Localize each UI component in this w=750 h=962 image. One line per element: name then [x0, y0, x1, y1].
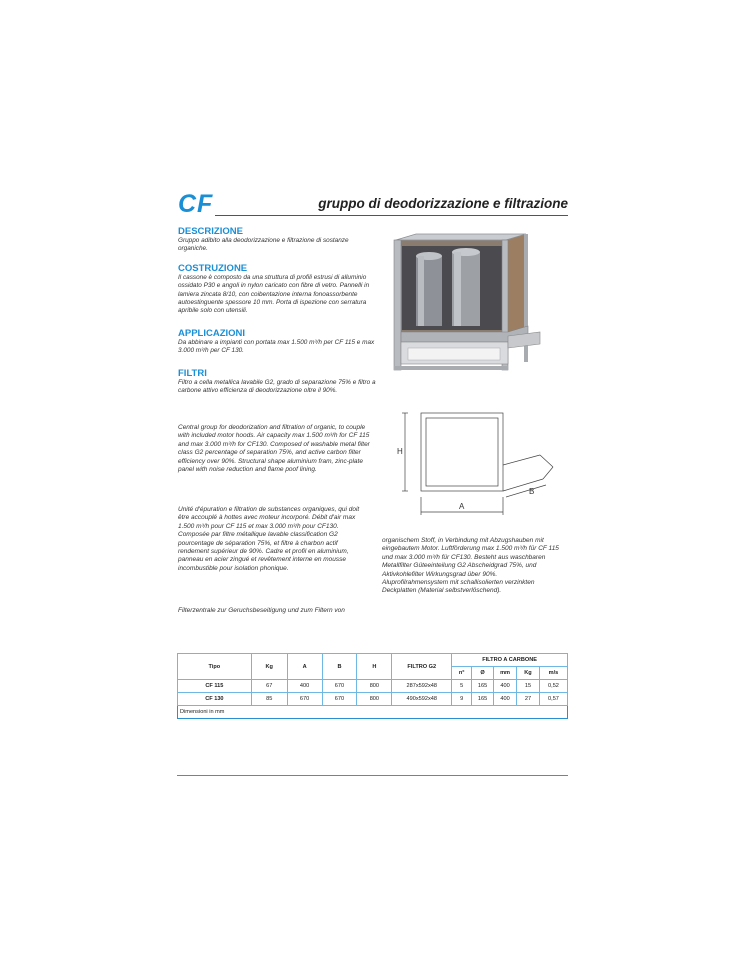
cell-b: 670 — [322, 680, 357, 693]
section-body: Gruppo adibito alla deodorizzazione e filtrazione di sostanze organiche. — [178, 237, 349, 253]
cell-ms: 0,57 — [539, 693, 567, 706]
cell-tipo: CF 115 — [178, 680, 252, 693]
cell-a: 670 — [287, 693, 322, 706]
cell-n: 5 — [452, 680, 472, 693]
col-a: A — [287, 654, 322, 680]
table-row — [178, 693, 568, 706]
cell-mm: 400 — [494, 680, 517, 693]
section-body: Il cassone è composto da una struttura di profili estrusi di alluminio ossidato P30 e angoli in nylon caricato con fibre di vetro. Pannelli in lamiera zincata 8/10, con coibentazione interna fonoassorbente autoestinguente spessore 10 mm. Porta di ispezione con serratura apribile solo con utensili. — [178, 274, 370, 315]
cell-h: 800 — [357, 693, 392, 706]
cell-mm: 400 — [494, 693, 517, 706]
table-note: Dimensioni in mm — [178, 706, 568, 719]
col-mm: mm — [494, 667, 517, 680]
section-heading: DESCRIZIONE — [178, 226, 243, 237]
cell-b: 670 — [322, 693, 357, 706]
header-rule — [215, 215, 568, 216]
col-kg-carbone: Kg — [517, 667, 540, 680]
specs-table — [177, 653, 568, 719]
cell-diameter: 165 — [472, 693, 494, 706]
section-filtri — [178, 368, 376, 396]
section-descrizione — [178, 226, 376, 254]
dimension-drawing — [388, 405, 568, 540]
english-description: Central group for deodorization and filtration of organic, to couple with included motor hoods. Air capacity max 1.500 m³/h for CF 115 and max 3.000 m³/h for CF130. Composed of washable metal filter class G2 percentage of separation 75%, and active carbon filter efficiency over 90%. Structural shape aluminium fram, zinc-plate panel with noise reduction and flame poof lining. — [178, 424, 370, 474]
col-filtro-g2: FILTRO G2 — [392, 654, 452, 680]
dim-h-label: H — [397, 447, 403, 456]
dim-a-label: A — [459, 502, 465, 511]
col-ms: m/s — [539, 667, 567, 680]
cell-h: 800 — [357, 680, 392, 693]
cell-diameter: 165 — [472, 680, 494, 693]
cell-tipo: CF 130 — [178, 693, 252, 706]
col-n: n° — [452, 667, 472, 680]
german-description-start: Filterzentrale zur Geruchsbeseitigung und zum Filtern von — [178, 607, 345, 614]
table-row — [178, 680, 568, 693]
cell-kg-carbone: 27 — [517, 693, 540, 706]
section-heading: APPLICAZIONI — [178, 328, 246, 339]
cell-a: 400 — [287, 680, 322, 693]
table-note-row — [178, 706, 568, 719]
col-diameter: Ø — [472, 667, 494, 680]
section-heading: COSTRUZIONE — [178, 263, 248, 274]
french-description: Unité d'épuration e filtration de substances organiques, qui doit être accouplé à hottes avec moteur incorporé. Débit d'air max 1.500 m³/h pour CF 115 et max 3.000 m³/h pour CF130. Composée par filtre métallique lavable classification G2 pourcentage de séparation 75%, et filtre à charbon actif rendement supérieur de 90%. Cadre et profil en aluminium, panneau en acier zingué et revêtement interne en mousse incombustible pour isolation phonique. — [178, 506, 360, 572]
logo-cf: CF — [178, 190, 214, 218]
section-heading: FILTRI — [178, 368, 207, 379]
table-header-row — [178, 654, 568, 667]
cell-n: 9 — [452, 693, 472, 706]
page-title: gruppo di deodorizzazione e filtrazione — [318, 196, 568, 211]
cell-g2: 287x592x48 — [392, 680, 452, 693]
col-b: B — [322, 654, 357, 680]
section-applicazioni — [178, 328, 376, 356]
col-tipo: Tipo — [178, 654, 252, 680]
footer-rule — [177, 775, 568, 776]
col-h: H — [357, 654, 392, 680]
section-body: Filtro a cella metallica lavabile G2, grado di separazione 75% e filtro a carbone attivo efficienza di deodorizzazione oltre il 90%. — [178, 379, 376, 395]
col-filtro-carbone: FILTRO A CARBONE — [452, 654, 568, 667]
cell-kg: 85 — [251, 693, 287, 706]
cell-g2: 490x592x48 — [392, 693, 452, 706]
cell-kg-carbone: 15 — [517, 680, 540, 693]
cell-kg: 67 — [251, 680, 287, 693]
product-photo — [378, 232, 548, 382]
col-kg: Kg — [251, 654, 287, 680]
dim-b-label: B — [529, 487, 535, 496]
cell-ms: 0,52 — [539, 680, 567, 693]
section-body: Da abbinare a impianti con portata max 1.500 m³/h per CF 115 e max 3.000 m³/h per CF 130. — [178, 339, 375, 355]
german-description-continued: organischem Stoff, in Verbindung mit Abzugshauben mit eingebautem Motor. Luftförderung max 1.500 m³/h für CF 115 und max 3.000 m³/h für CF130. Besteht aus waschbaren Metallfilter Güteeinteilung G2 Abscheidgrad 75%, und Aktivkohlefilter Wirkungsgrad über 90%. Aluprofilrahmensystem mit schallisolierten verzinkten Deckplatten (Material selbstverlöschend). — [382, 537, 559, 595]
section-costruzione — [178, 263, 376, 315]
